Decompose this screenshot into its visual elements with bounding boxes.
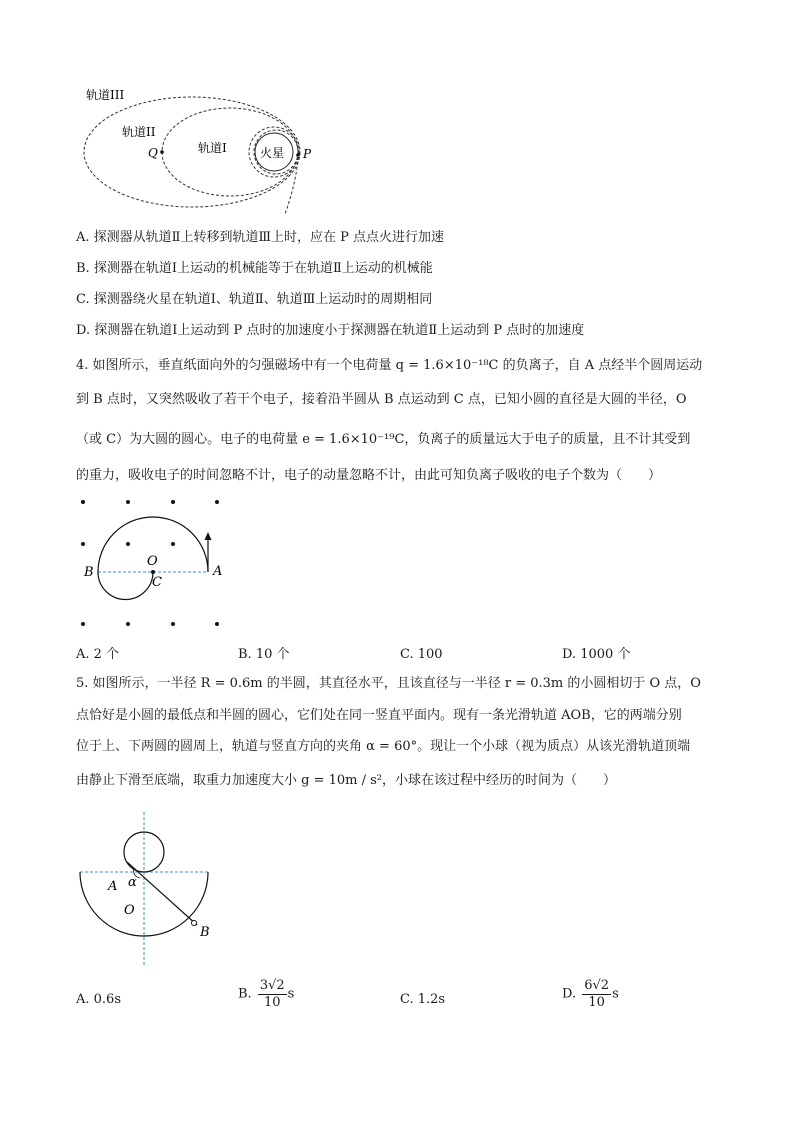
q5-option-d-numerator: 6√2 [584,978,610,993]
q5-option-c: C. 1.2s [400,992,446,1007]
q4-stem-line-1: 4. 如图所示，垂直纸面向外的匀强磁场中有一个电荷量 q = 1.6×10⁻¹⁸C 的负离子，自 A 点经半个圆周运动 [76,358,703,373]
q4-stem-line-4: 的重力，吸收电子的时间忽略不计，电子的动量忽略不计，由此可知负离子吸收的电子个数为（ ） [76,468,662,483]
field-dot [171,622,175,626]
q5-option-d-denominator: 10 [588,995,605,1010]
q5-option-d-unit: s [612,986,619,1002]
q5-option-a: A. 0.6s [76,992,121,1007]
point-c-label: C [152,575,162,590]
q5-stem-line-1: 5. 如图所示，一半径 R = 0.6m 的半圆，其直径水平，且该直径与一半径 r = 0.3m 的小圆相切于 O 点，O [76,676,701,691]
orbit-2-label: 轨道II [122,125,156,139]
arrow-head-icon [205,532,212,540]
point-p-dot [296,153,300,157]
field-dot [81,542,85,546]
center-dot [151,570,155,574]
magnetic-field-figure [72,494,242,634]
q4-option-c: C. 100 [400,647,443,662]
q5-stem-line-2: 点恰好是小圆的最低点和半圆的圆心，它们处在同一竖直平面内。现有一条光滑轨道 AOB，它的两端分别 [76,708,682,723]
point-a-label: A [213,564,223,579]
point-o-label: O [124,903,135,918]
q5-option-b-denominator: 10 [263,995,281,1010]
q5-option-b-fraction [258,978,287,1011]
field-dot [171,500,175,504]
q5-option-d [562,978,619,1011]
planet-label: 火星 [260,146,285,160]
field-dot [215,500,219,504]
point-b-label: B [200,925,210,940]
q4-option-d: D. 1000 个 [562,647,631,662]
q3-option-b: B. 探测器在轨道Ⅰ上运动的机械能等于在轨道Ⅱ上运动的机械能 [76,261,433,276]
field-dot [81,500,85,504]
q3-option-a: A. 探测器从轨道Ⅱ上转移到轨道Ⅲ上时，应在 P 点点火进行加速 [76,230,445,245]
q5-option-b-unit: s [287,986,295,1002]
field-dot [126,622,130,626]
alpha-label: α [128,875,137,890]
track-aob [127,862,197,925]
q5-option-b [238,978,294,1011]
q3-option-d: D. 探测器在轨道Ⅰ上运动到 P 点时的加速度小于探测器在轨道Ⅱ上运动到 P 点时的加速度 [76,323,585,338]
field-dot [81,622,85,626]
orbit-figure [80,84,330,214]
q5-option-d-fraction [582,978,611,1011]
point-o-label: O [147,554,158,569]
point-q-label: Q [148,146,158,160]
q5-option-d-prefix: D. [562,986,577,1002]
point-b-label: B [84,565,94,580]
q5-option-b-numerator: 3√2 [259,978,285,993]
ball-b [192,921,197,926]
q4-option-b: B. 10 个 [238,647,290,662]
q3-option-c: C. 探测器绕火星在轨道Ⅰ、轨道Ⅱ、轨道Ⅲ上运动时的周期相同 [76,292,433,307]
q4-stem-line-2: 到 B 点时，又突然吸收了若干个电子，接着沿半圆从 B 点运动到 C 点，已知小圆的直径是大圆的半径，O [76,392,687,407]
field-dot [215,622,219,626]
point-p-label: P [303,147,312,161]
escape-trajectory [285,152,299,214]
orbit-1-label: 轨道I [198,141,227,155]
field-dot [126,542,130,546]
q4-option-a: A. 2 个 [76,647,120,662]
orbit-3-label: 轨道III [86,88,125,102]
field-dot [171,542,175,546]
small-arc [98,572,153,599]
track-figure [76,810,226,970]
q5-option-b-prefix: B. [238,986,252,1002]
point-a-label: A [108,879,118,894]
field-dot [126,500,130,504]
q5-stem-line-4: 由静止下滑至底端，取重力加速度大小 g = 10m / s²，小球在该过程中经历的时间为（ ） [76,773,617,788]
q4-stem-line-3: （或 C）为大圆的圆心。电子的电荷量 e = 1.6×10⁻¹⁹C，负离子的质量远大于电子的质量，且不计其受到 [76,432,691,447]
point-q-dot [160,150,164,154]
q5-stem-line-3: 位于上、下两圆的圆周上，轨道与竖直方向的夹角 α = 60°。现让一个小球（视为质点）从该光滑轨道顶端 [76,739,691,754]
